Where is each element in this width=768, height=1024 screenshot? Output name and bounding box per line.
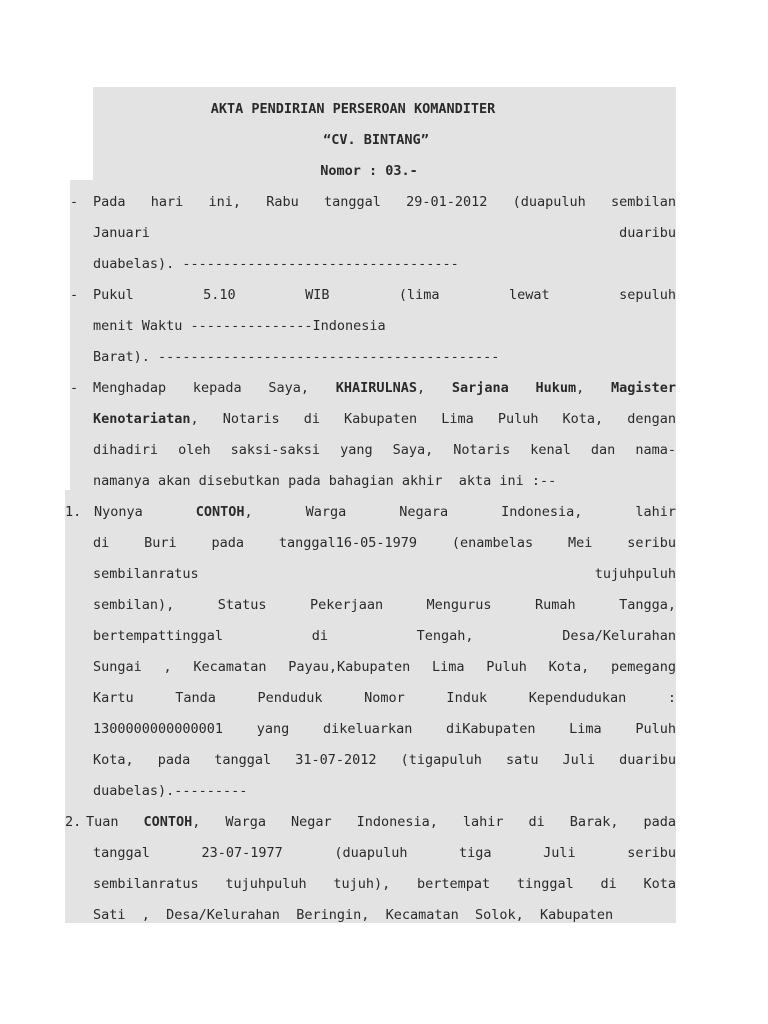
text-segment: Menghadap kepada Saya, bbox=[93, 380, 336, 396]
paragraph-line bbox=[93, 256, 459, 272]
paragraph-line bbox=[93, 566, 676, 582]
paragraph-line bbox=[93, 659, 676, 675]
text-segment: , Notaris di Kabupaten Lima Puluh Kota, dengan bbox=[190, 411, 676, 427]
text-segment: , Warga Negara Indonesia, lahir bbox=[244, 504, 676, 520]
text-segment: namanya akan disebutkan pada bahagian akhir akta ini :-- bbox=[93, 473, 557, 489]
paragraph-line bbox=[93, 783, 247, 799]
text-segment: , bbox=[417, 380, 452, 396]
bold-text: Sarjana Hukum bbox=[451, 380, 577, 396]
paragraph-line bbox=[93, 752, 676, 768]
paragraph-line bbox=[93, 845, 676, 861]
paragraph-line bbox=[93, 628, 676, 644]
paragraph-line bbox=[93, 380, 676, 396]
company-name: “CV. BINTANG” bbox=[323, 132, 429, 148]
paragraph-line bbox=[86, 814, 676, 830]
paragraph-line bbox=[93, 225, 676, 241]
paragraph-marker: 1. bbox=[65, 504, 82, 520]
paragraph-line bbox=[93, 721, 676, 737]
text-segment: Nyonya bbox=[94, 504, 196, 520]
paragraph-marker: - bbox=[70, 380, 79, 396]
text-segment: sembilanratus tujuhpuluh bbox=[93, 566, 676, 582]
paragraph-line bbox=[93, 349, 499, 365]
paragraph-marker: - bbox=[70, 287, 79, 303]
deed-number: Nomor : 03.- bbox=[320, 163, 418, 179]
paragraph-line bbox=[93, 907, 613, 923]
text-segment: sembilan), Status Pekerjaan Mengurus Rumah Tangga, bbox=[93, 597, 676, 613]
paragraph-line bbox=[93, 442, 676, 458]
document-title: AKTA PENDIRIAN PERSEROAN KOMANDITER bbox=[210, 101, 496, 117]
text-segment: 1300000000000001 yang dikeluarkan diKabupaten Lima Puluh bbox=[93, 721, 676, 737]
paragraph-marker: 2. bbox=[65, 814, 82, 830]
text-segment: Pukul 5.10 WIB (lima lewat sepuluh bbox=[93, 287, 676, 303]
paragraph-line bbox=[93, 287, 676, 303]
paragraph-line bbox=[93, 473, 556, 489]
text-segment: duabelas). ---------------------------------- bbox=[93, 256, 459, 272]
text-segment: Kota, pada tanggal 31-07-2012 (tigapuluh satu Juli duaribu bbox=[93, 752, 676, 768]
text-segment: sembilanratus tujuhpuluh tujuh), bertempat tinggal di Kota bbox=[93, 876, 676, 892]
text-segment: , Warga Negar Indonesia, lahir di Barak, pada bbox=[192, 814, 677, 830]
bold-text: CONTOH bbox=[195, 504, 245, 520]
text-segment: Tuan bbox=[86, 814, 144, 830]
text-segment: bertempattinggal di Tengah, Desa/Kelurahan bbox=[93, 628, 676, 644]
bold-text: Magister bbox=[610, 380, 677, 396]
text-segment: Barat). ------------------------------------------ bbox=[93, 349, 500, 365]
text-segment: duabelas).--------- bbox=[93, 783, 248, 799]
paragraph-line bbox=[93, 535, 676, 551]
text-segment: Pada hari ini, Rabu tanggal 29-01-2012 (duapuluh sembilan bbox=[93, 194, 676, 210]
paragraph-line bbox=[93, 597, 676, 613]
text-segment: , bbox=[576, 380, 611, 396]
bold-text: KHAIRULNAS bbox=[335, 380, 417, 396]
paragraph-line bbox=[93, 411, 676, 427]
paragraph-line bbox=[93, 194, 676, 210]
text-segment: Sungai , Kecamatan Payau,Kabupaten Lima Puluh Kota, pemegang bbox=[93, 659, 676, 675]
paragraph-marker: - bbox=[70, 194, 79, 210]
text-segment: Kartu Tanda Penduduk Nomor Induk Kependudukan : bbox=[93, 690, 676, 706]
paragraph-line bbox=[93, 876, 676, 892]
paragraph-line bbox=[94, 504, 676, 520]
text-segment: dihadiri oleh saksi-saksi yang Saya, Notaris kenal dan nama- bbox=[93, 442, 676, 458]
text-segment: menit Waktu ---------------Indonesia bbox=[93, 318, 386, 334]
text-segment: Sati , Desa/Kelurahan Beringin, Kecamatan Solok, Kabupaten bbox=[93, 907, 614, 923]
bold-text: Kenotariatan bbox=[93, 411, 191, 427]
paragraph-line bbox=[93, 690, 676, 706]
text-segment: di Buri pada tanggal16-05-1979 (enambelas Mei seribu bbox=[93, 535, 676, 551]
bold-text: CONTOH bbox=[143, 814, 193, 830]
text-segment: Januari duaribu bbox=[93, 225, 676, 241]
paragraph-line bbox=[93, 318, 386, 334]
text-segment: tanggal 23-07-1977 (duapuluh tiga Juli seribu bbox=[93, 845, 676, 861]
